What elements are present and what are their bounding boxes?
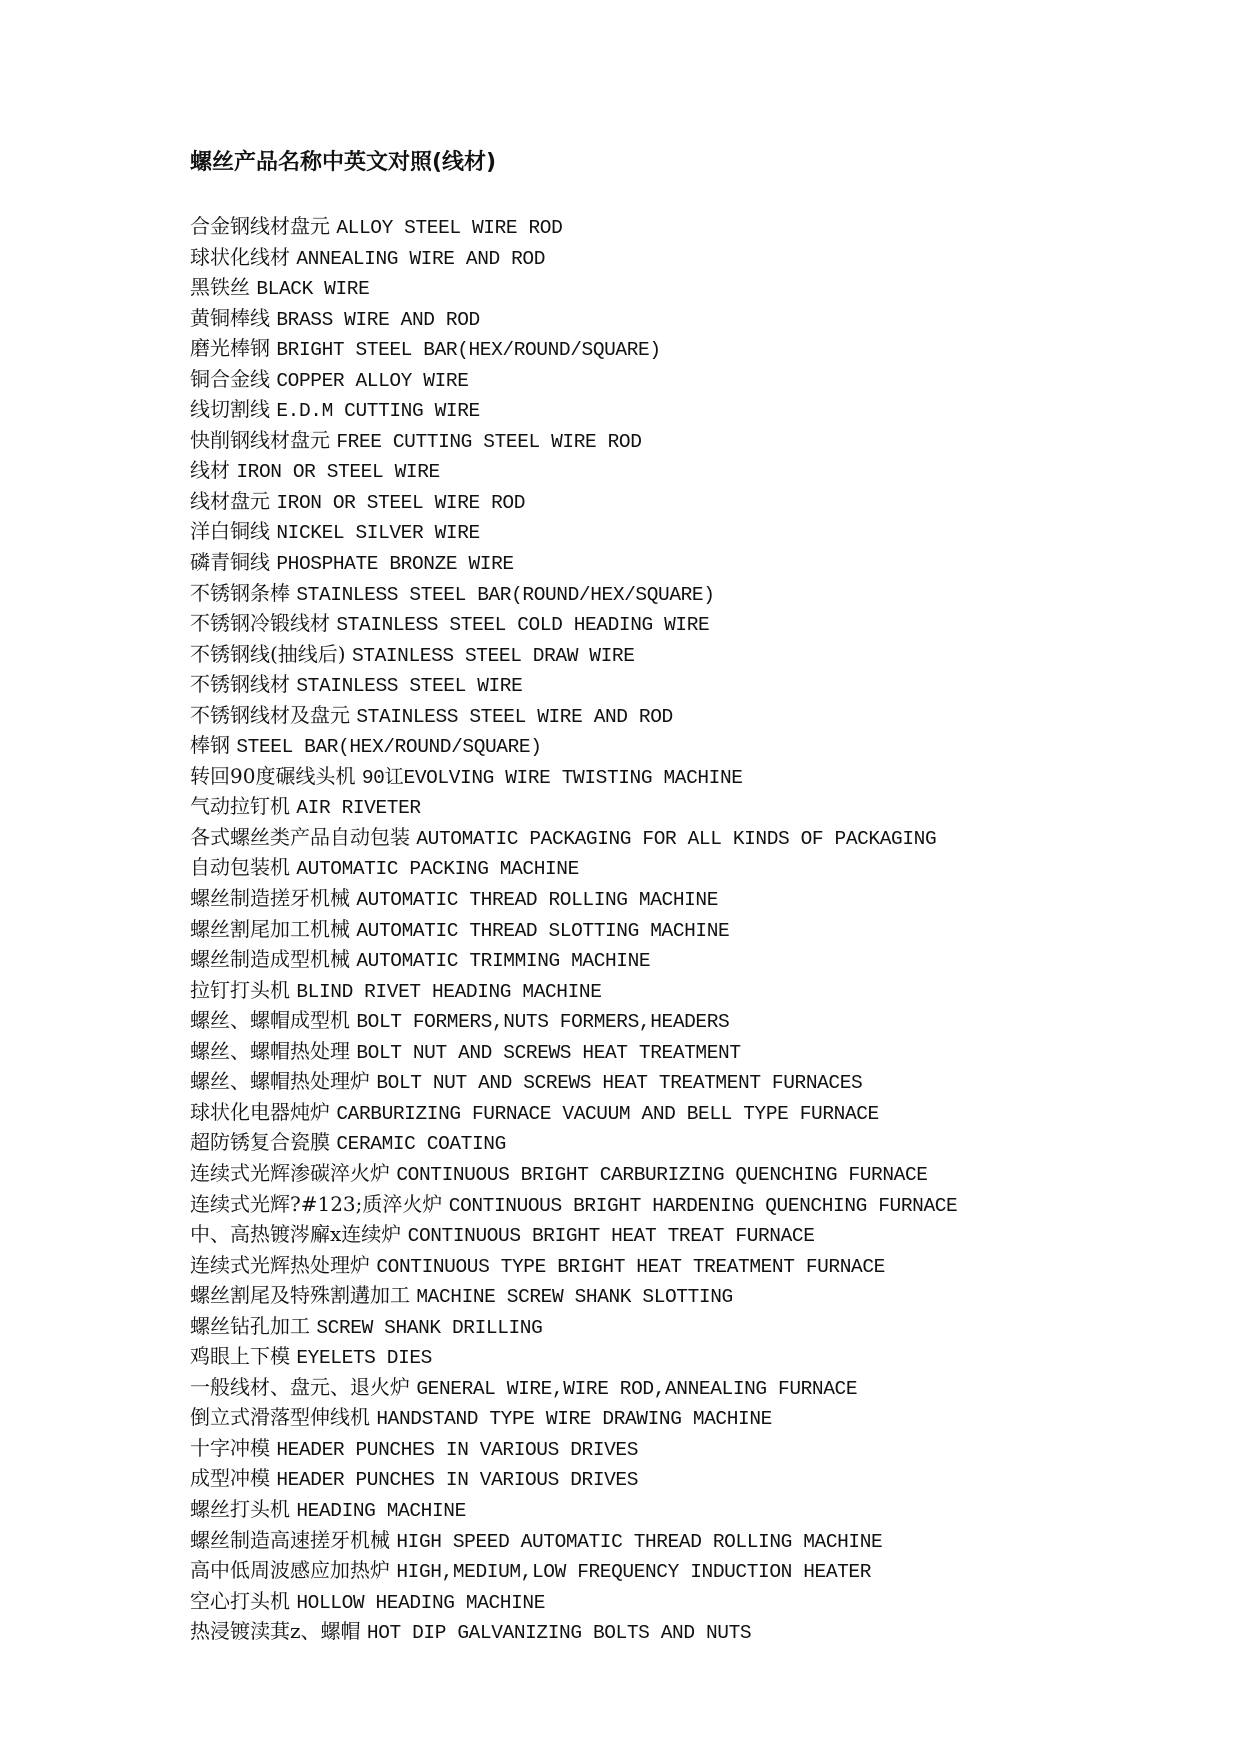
term-english: COPPER ALLOY WIRE (276, 369, 469, 392)
term-entry (190, 212, 1110, 243)
term-english: CERAMIC COATING (336, 1133, 506, 1156)
term-entry (190, 579, 1110, 610)
term-chinese: 不锈钢条棒 (190, 580, 290, 605)
term-chinese: 不锈钢线材及盘元 (190, 702, 350, 727)
term-chinese: 线切割线 (190, 397, 270, 422)
term-chinese: 螺丝割尾及特殊割遘加工 (190, 1283, 410, 1308)
term-english: GENERAL WIRE,WIRE ROD,ANNEALING FURNACE (416, 1377, 858, 1400)
term-entry (190, 792, 1110, 823)
term-entry (190, 945, 1110, 976)
term-entry (190, 976, 1110, 1007)
term-entry (190, 456, 1110, 487)
term-english: HIGH SPEED AUTOMATIC THREAD ROLLING MACHINE (396, 1530, 883, 1553)
term-entry (190, 1312, 1110, 1343)
term-chinese: 磷青铜线 (190, 550, 270, 575)
term-english: NICKEL SILVER WIRE (276, 522, 480, 545)
term-english: AUTOMATIC THREAD ROLLING MACHINE (356, 889, 719, 912)
term-chinese: 倒立式滑落型伸线机 (190, 1405, 370, 1430)
term-chinese: 螺丝、螺帽热处理 (190, 1038, 350, 1063)
term-english: IRON OR STEEL WIRE (236, 461, 440, 484)
term-chinese: 中、高热镀涔廨x连续炉 (190, 1222, 402, 1247)
term-chinese: 螺丝、螺帽成型机 (190, 1008, 350, 1033)
term-chinese: 气动拉钉机 (190, 794, 290, 819)
term-english: STAINLESS STEEL BAR(ROUND/HEX/SQUARE) (296, 583, 715, 606)
term-chinese: 螺丝制造成型机械 (190, 947, 350, 972)
term-entry (190, 853, 1110, 884)
term-entry (190, 1342, 1110, 1373)
term-chinese: 洋白铜线 (190, 519, 270, 544)
term-entry (190, 1526, 1110, 1557)
term-chinese: 球状化电器炖炉 (190, 1099, 330, 1124)
term-entry (190, 1159, 1110, 1190)
term-chinese: 成型冲模 (190, 1466, 270, 1491)
term-entry (190, 823, 1110, 854)
term-english: AIR RIVETER (296, 797, 421, 820)
term-chinese: 螺丝钻孔加工 (190, 1313, 310, 1338)
term-chinese: 不锈钢线(抽线后) (190, 641, 346, 666)
term-chinese: 一般线材、盘元、退火炉 (190, 1374, 410, 1399)
term-english: ANNEALING WIRE AND ROD (296, 247, 546, 270)
term-english: 90讧EVOLVING WIRE TWISTING MACHINE (361, 766, 743, 789)
term-entry (190, 517, 1110, 548)
term-entry (190, 487, 1110, 518)
term-chinese: 黑铁丝 (190, 275, 250, 300)
term-english: BLIND RIVET HEADING MACHINE (296, 980, 602, 1003)
term-entry (190, 1373, 1110, 1404)
term-english: FREE CUTTING STEEL WIRE ROD (336, 430, 642, 453)
term-entry (190, 640, 1110, 671)
document-page (190, 148, 1110, 1648)
term-entry (190, 548, 1110, 579)
term-english: CONTINUOUS BRIGHT HEAT TREAT FURNACE (407, 1225, 815, 1248)
term-entry (190, 1251, 1110, 1282)
term-english: STAINLESS STEEL COLD HEADING WIRE (336, 614, 710, 637)
term-entry (190, 304, 1110, 335)
term-entry (190, 334, 1110, 365)
term-entry (190, 365, 1110, 396)
term-chinese: 螺丝割尾加工机械 (190, 916, 350, 941)
term-english: HEADER PUNCHES IN VARIOUS DRIVES (276, 1438, 639, 1461)
term-chinese: 球状化线材 (190, 244, 290, 269)
term-english: STAINLESS STEEL DRAW WIRE (351, 644, 635, 667)
term-chinese: 螺丝制造搓牙机械 (190, 886, 350, 911)
term-entry (190, 1617, 1110, 1648)
term-chinese: 螺丝制造高速搓牙机械 (190, 1527, 390, 1552)
term-entry (190, 915, 1110, 946)
term-entry (190, 1190, 1110, 1221)
term-entry (190, 243, 1110, 274)
term-entry (190, 1281, 1110, 1312)
term-english: CONTINUOUS BRIGHT HARDENING QUENCHING FURNACE (448, 1194, 958, 1217)
term-entry (190, 670, 1110, 701)
term-english: HOT DIP GALVANIZING BOLTS AND NUTS (366, 1622, 752, 1645)
term-english: BRIGHT STEEL BAR(HEX/ROUND/SQUARE) (276, 339, 661, 362)
term-english: AUTOMATIC PACKAGING FOR ALL KINDS OF PACKAGING (416, 827, 937, 850)
term-english: STAINLESS STEEL WIRE (296, 675, 523, 698)
term-english: AUTOMATIC TRIMMING MACHINE (356, 950, 651, 973)
term-chinese: 超防锈复合瓷膜 (190, 1130, 330, 1155)
term-english: STEEL BAR(HEX/ROUND/SQUARE) (236, 736, 542, 759)
term-english: BRASS WIRE AND ROD (276, 308, 480, 331)
term-chinese: 拉钉打头机 (190, 977, 290, 1002)
term-entry (190, 1495, 1110, 1526)
term-chinese: 不锈钢线材 (190, 672, 290, 697)
term-chinese: 螺丝、螺帽热处理炉 (190, 1069, 370, 1094)
term-chinese: 连续式光辉热处理炉 (190, 1252, 370, 1277)
term-english: IRON OR STEEL WIRE ROD (276, 491, 526, 514)
term-chinese: 磨光棒钢 (190, 336, 270, 361)
term-english: SCREW SHANK DRILLING (316, 1316, 543, 1339)
term-chinese: 各式螺丝类产品自动包装 (190, 824, 410, 849)
term-entry (190, 1220, 1110, 1251)
term-chinese: 连续式光辉渗碳淬火炉 (190, 1160, 390, 1185)
term-chinese: 棒钢 (190, 733, 230, 758)
term-english: CONTINUOUS BRIGHT CARBURIZING QUENCHING FURNACE (396, 1163, 928, 1186)
term-chinese: 鸡眼上下模 (190, 1344, 290, 1369)
term-entry (190, 701, 1110, 732)
term-english: HOLLOW HEADING MACHINE (296, 1591, 546, 1614)
term-english: HEADING MACHINE (296, 1499, 466, 1522)
term-entry (190, 395, 1110, 426)
term-chinese: 热浸镀渎萁z、螺帽 (190, 1619, 361, 1644)
term-chinese: 快削钢线材盘元 (190, 427, 330, 452)
term-chinese: 不锈钢冷锻线材 (190, 611, 330, 636)
term-list (190, 212, 1110, 1648)
term-chinese: 十字冲模 (190, 1435, 270, 1460)
term-entry (190, 1067, 1110, 1098)
term-chinese: 线材盘元 (190, 488, 270, 513)
term-english: CONTINUOUS TYPE BRIGHT HEAT TREATMENT FURNACE (376, 1255, 885, 1278)
term-english: BOLT NUT AND SCREWS HEAT TREATMENT (356, 1041, 741, 1064)
term-chinese: 螺丝打头机 (190, 1496, 290, 1521)
term-english: HEADER PUNCHES IN VARIOUS DRIVES (276, 1469, 639, 1492)
term-chinese: 线材 (190, 458, 230, 483)
term-entry (190, 884, 1110, 915)
term-entry (190, 273, 1110, 304)
term-entry (190, 1464, 1110, 1495)
term-english: ALLOY STEEL WIRE ROD (336, 217, 563, 239)
term-chinese: 铜合金线 (190, 366, 270, 391)
term-english: E.D.M CUTTING WIRE (276, 400, 480, 423)
term-chinese: 转回90度碾线头机 (190, 763, 356, 788)
term-entry (190, 1587, 1110, 1618)
term-chinese: 连续式光辉?#123;质淬火炉 (190, 1191, 443, 1216)
term-english: BOLT FORMERS,NUTS FORMERS,HEADERS (356, 1011, 730, 1034)
term-chinese: 空心打头机 (190, 1588, 290, 1613)
term-chinese: 高中低周波感应加热炉 (190, 1558, 390, 1583)
term-entry (190, 1556, 1110, 1587)
term-english: EYELETS DIES (296, 1347, 432, 1370)
term-english: HANDSTAND TYPE WIRE DRAWING MACHINE (376, 1408, 772, 1431)
term-english: HIGH,MEDIUM,LOW FREQUENCY INDUCTION HEATER (396, 1561, 872, 1584)
term-english: PHOSPHATE BRONZE WIRE (276, 553, 514, 576)
term-entry (190, 426, 1110, 457)
term-entry (190, 1037, 1110, 1068)
document-title: 螺丝产品名称中英文对照(线材) (190, 150, 497, 175)
term-english: AUTOMATIC THREAD SLOTTING MACHINE (356, 919, 730, 942)
term-english: BOLT NUT AND SCREWS HEAT TREATMENT FURNACES (376, 1072, 863, 1095)
term-english: BLACK WIRE (256, 278, 370, 301)
term-chinese: 黄铜棒线 (190, 305, 270, 330)
term-english: STAINLESS STEEL WIRE AND ROD (356, 705, 673, 728)
term-entry (190, 1006, 1110, 1037)
term-english: CARBURIZING FURNACE VACUUM AND BELL TYPE FURNACE (336, 1102, 879, 1125)
term-entry (190, 1128, 1110, 1159)
term-entry (190, 1434, 1110, 1465)
term-entry (190, 731, 1110, 762)
term-entry (190, 1098, 1110, 1129)
term-entry (190, 1403, 1110, 1434)
term-chinese: 自动包装机 (190, 855, 290, 880)
term-english: MACHINE SCREW SHANK SLOTTING (416, 1286, 733, 1309)
term-entry (190, 762, 1110, 793)
term-chinese: 合金钢线材盘元 (190, 214, 330, 238)
term-english: AUTOMATIC PACKING MACHINE (296, 858, 579, 881)
term-entry (190, 609, 1110, 640)
